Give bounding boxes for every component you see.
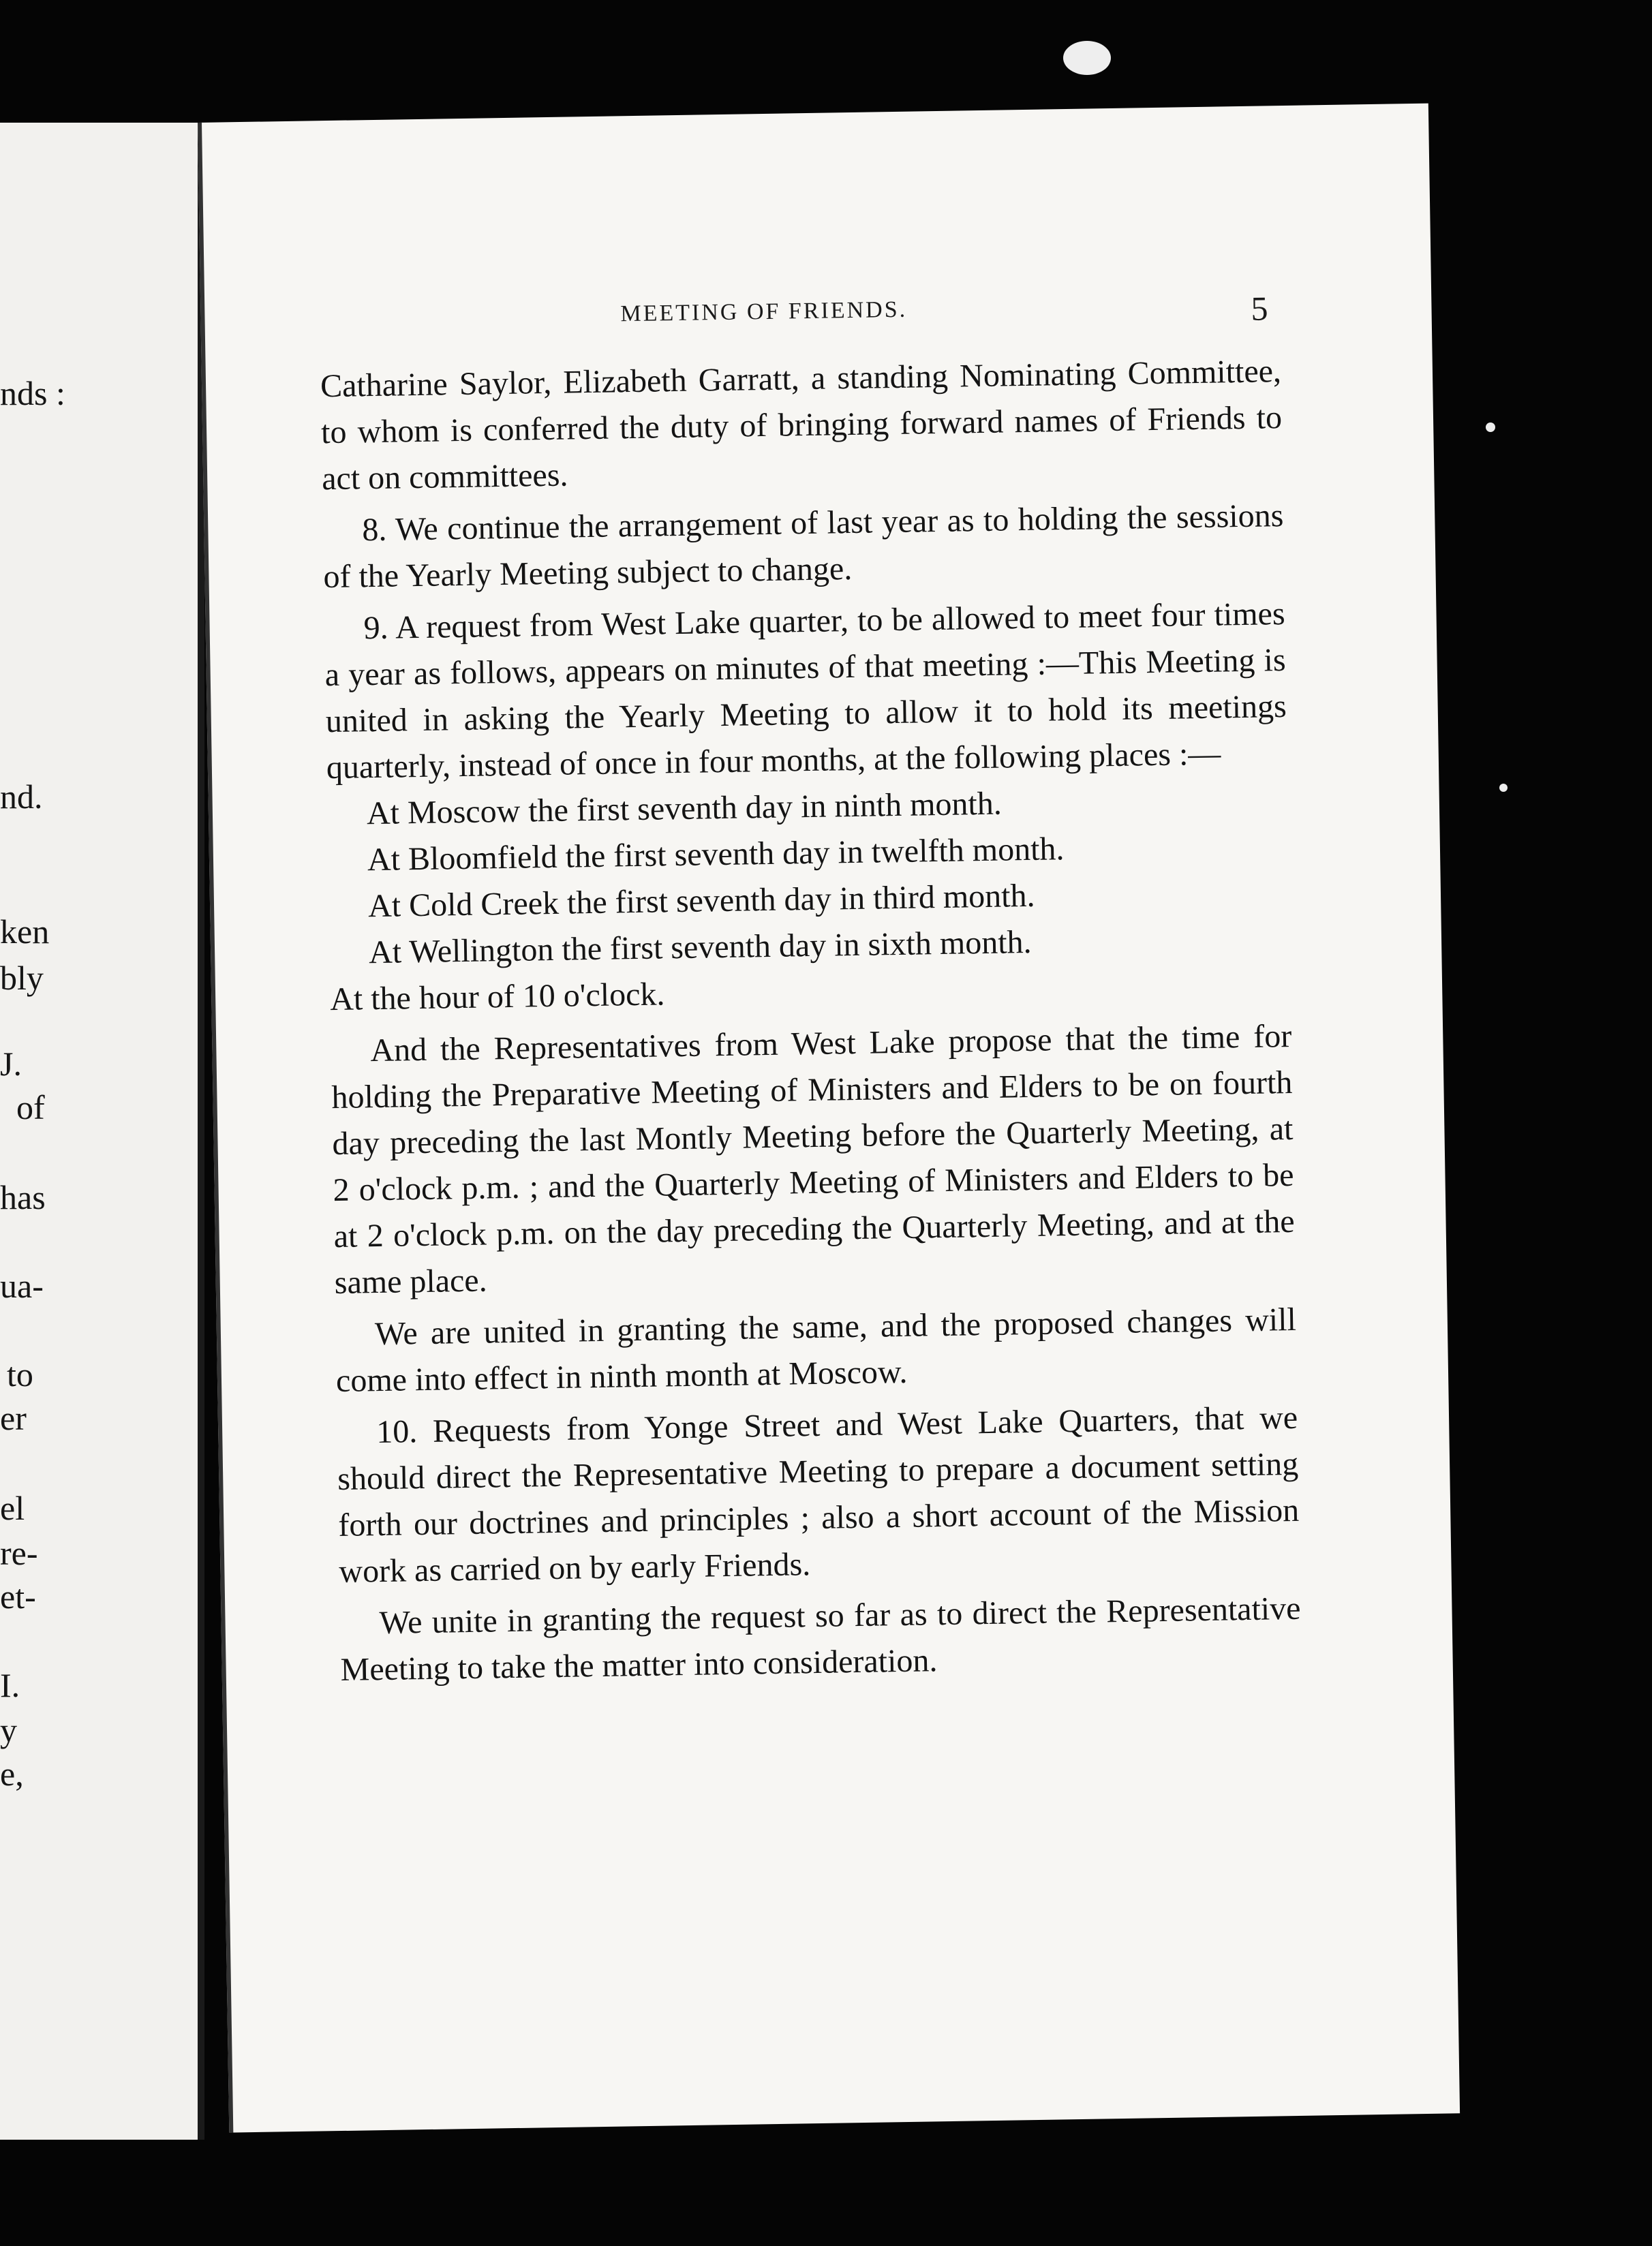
paragraph: We are united in granting the same, and the proposed changes will come into effect in ninth month at Moscow. (335, 1301, 1297, 1400)
facing-page-text: nd. (0, 778, 43, 816)
paragraph: 8. We continue the arrangement of last year as to holding the sessions of the Yearly Meeting subject to change. (323, 497, 1284, 596)
facing-page-text: to (7, 1355, 33, 1394)
meeting-place-line: At Wellington the first seventh day in sixth month. (368, 923, 1032, 971)
facing-page-text: J. (0, 1045, 22, 1083)
meeting-place-line: At Cold Creek the first seventh day in third month. (367, 877, 1035, 925)
meeting-place-line: At Bloomfield the first seventh day in twelfth month. (367, 831, 1065, 878)
facing-page-text: y (0, 1711, 17, 1749)
facing-page (0, 123, 204, 2140)
book-page (198, 104, 1460, 2133)
facing-page-text: et- (0, 1578, 36, 1616)
facing-page-text: e, (0, 1755, 24, 1793)
facing-page-text: bly (0, 959, 44, 997)
facing-page-text: el (0, 1489, 25, 1527)
paragraph: 9. A request from West Lake quarter, to be allowed to meet four times a year as follows, appears on minutes of that meeting :—This Meeting is united in asking the Yearly Meeting to allow it to hold its meetings quarterly, instead of once in four months, at the following places :— (324, 596, 1287, 786)
hour-line: At the hour of 10 o'clock. (329, 976, 665, 1018)
facing-page-text: nds : (0, 374, 65, 412)
paragraph: 10. Requests from Yonge Street and West Lake Quarters, that we should direct the Representative Meeting to prepare a document setting forth our doctrines and principles ; also a short account of the Mission work as carried on by early Friends. (337, 1399, 1300, 1590)
dust-speck (1486, 422, 1495, 432)
paragraph: Catharine Saylor, Elizabeth Garratt, a standing Nominating Committee, to whom is conferred the duty of bringing forward names of Friends to act on committees. (320, 353, 1283, 497)
facing-page-text: ken (0, 912, 50, 951)
page-body (320, 348, 1302, 1693)
page-number: 5 (1251, 289, 1268, 328)
facing-page-text: has (0, 1178, 46, 1216)
meeting-place-line: At Moscow the first seventh day in ninth month. (366, 785, 1003, 832)
facing-page-text: re- (0, 1534, 38, 1572)
dust-speck (1063, 41, 1111, 75)
facing-page-text: I. (0, 1666, 20, 1704)
dust-speck (1499, 784, 1508, 792)
paragraph: And the Representatives from West Lake propose that the time for holding the Preparative Meeting of Ministers and Elders to be on fourth day preceding the last Montly Meeting before the Quarterly Meeting, at 2 o'clock p.m. ; and the Quarterly Meeting of Ministers and Elders to be at 2 o'clock p.m. on the day preceding the Quarterly Meeting, and at the same place. (331, 1017, 1295, 1302)
paragraph: We unite in granting the request so far as to direct the Representative Meeting to take the matter into consideration. (340, 1590, 1301, 1688)
facing-page-text: ua- (0, 1267, 44, 1305)
running-head: MEETING OF FRIENDS. (620, 296, 908, 327)
facing-page-text: of (16, 1088, 45, 1126)
facing-page-text: er (0, 1399, 27, 1437)
